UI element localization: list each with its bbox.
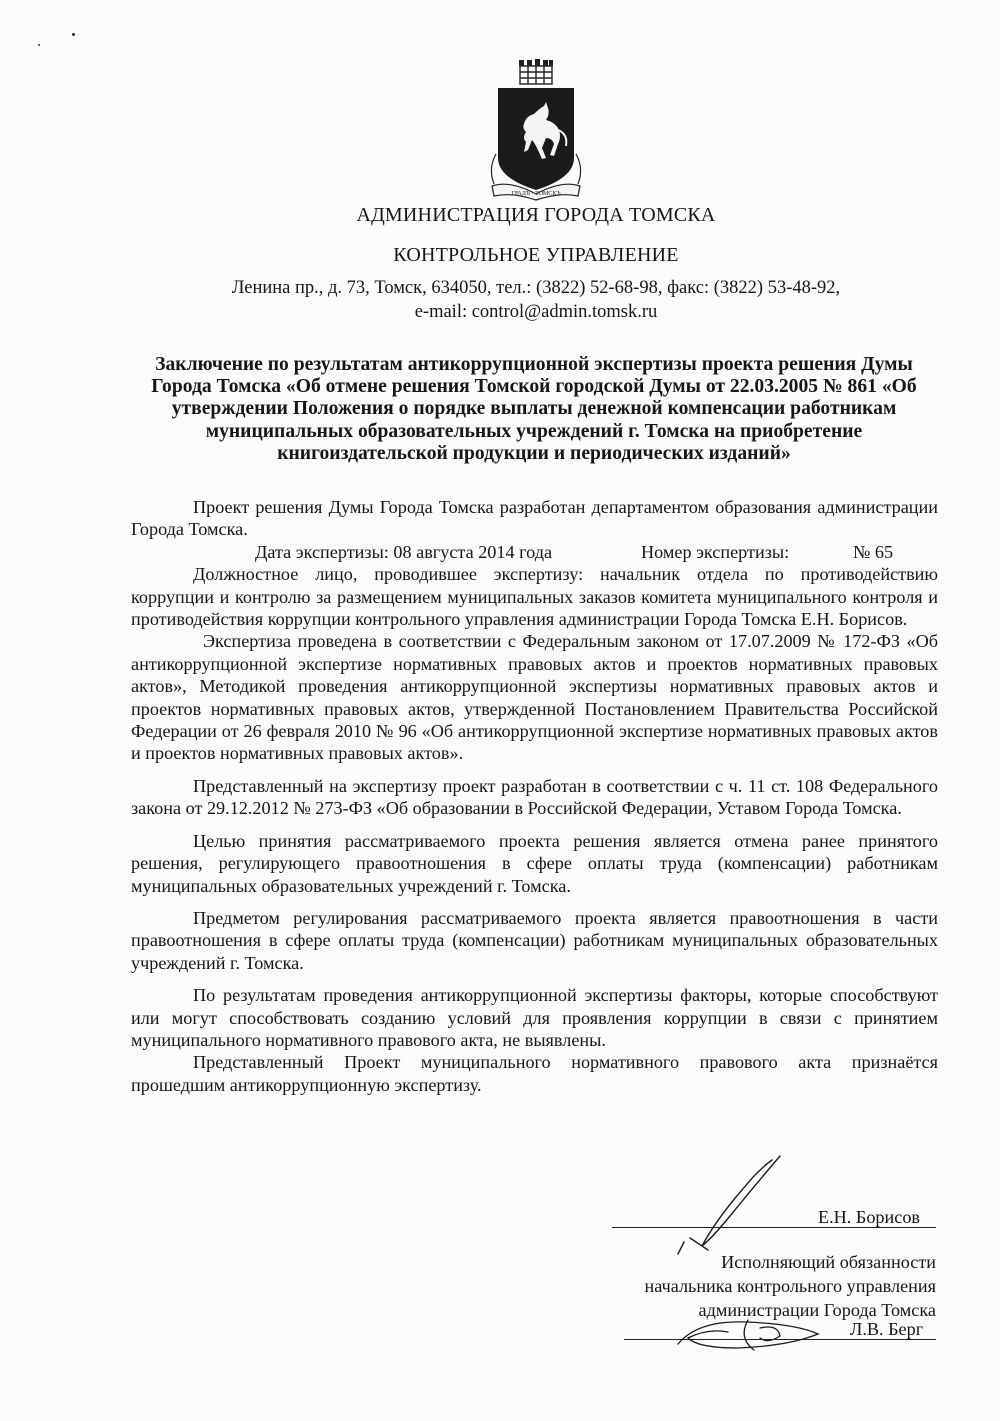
title-line: Города Томска «Об отмене решения Томской городской Думы от 22.03.2005 № 861 «Об	[151, 376, 917, 398]
title-line: книгоиздательской продукции и периодических изданий»	[277, 442, 791, 464]
expertise-meta-line	[131, 541, 938, 563]
title-line: утверждении Положения о порядке выплаты денежной компенсации работникам	[171, 398, 897, 420]
intro-paragraph: Проект решения Думы Города Томска разработан департаментом образования администрации Города Томска.	[131, 497, 938, 540]
expert-handwritten-signature	[660, 1150, 800, 1260]
conclusion-paragraph: Представленный Проект муниципального нормативного правового акта признаётся прошедшим антикоррупционную экспертизу.	[131, 1052, 938, 1095]
head-handwritten-signature	[668, 1308, 848, 1368]
expertise-number: № 65	[853, 541, 894, 562]
title-line: Заключение по результатам антикоррупционной экспертизы проекта решения Думы	[155, 354, 913, 375]
title-line: муниципальных образовательных учреждений г. Томска на приобретение	[205, 420, 863, 442]
organization-name: АДМИНИСТРАЦИЯ ГОРОДА ТОМСКА	[356, 204, 716, 226]
expertise-number-label: Номер экспертизы:	[641, 541, 790, 562]
emblem-motto: ГРАДЪ · ТОМСКЪ	[511, 191, 561, 197]
email-line: e-mail: control@admin.tomsk.ru	[414, 302, 658, 322]
official-paragraph: Должностное лицо, проводившее экспертизу: начальник отдела по противодействию коррупции и контролю за размещением муниципальных заказов комитета муниципального контроля и противодействия коррупции контрольного управления администрации Города Томска Е.Н. Борисов.	[131, 564, 938, 630]
document-title	[130, 354, 938, 465]
purpose-paragraph: Целью принятия рассматриваемого проекта решения является отмена ранее принятого решения, регулирующего правоотношения в сфере оплаты труда (компенсации) работникам муниципальных образовательных учреждений г. Томска.	[131, 830, 938, 896]
expertise-date: Дата экспертизы: 08 августа 2014 года	[255, 541, 553, 562]
expert-name: Е.Н. Борисов	[818, 1207, 921, 1227]
scan-speck	[38, 44, 40, 46]
position-line: администрации Города Томска	[698, 1300, 936, 1320]
position-line: начальника контрольного управления	[644, 1276, 936, 1296]
subject-paragraph: Предметом регулирования рассматриваемого проекта является правоотношения в части правоотношения в сфере оплаты труда (компенсации) работникам муниципальных образовательных учреждений г. Томска.	[131, 907, 938, 973]
legal-basis-paragraph: Экспертиза проведена в соответствии с Федеральным законом от 17.07.2009 № 172-ФЗ «Об антикоррупционной экспертизе нормативных правовых актов и проектов нормативных правовых актов», Методикой проведения антикоррупционной экспертизы нормативных правовых актов и проектов нормативных правовых актов, утвержденной Постановлением Правительства Российской Федерации от 26 февраля 2010 № 96 «Об антикоррупционной экспертизе нормативных правовых актов и проектов нормативных правовых актов».	[131, 631, 938, 764]
development-basis-paragraph: Представленный на экспертизу проект разработан в соответствии с ч. 11 ст. 108 Федерального закона от 29.12.2012 № 273-ФЗ «Об образовании в Российской Федерации, Уставом Города Томска.	[131, 775, 938, 819]
document-body	[131, 496, 938, 1096]
tomsk-coat-of-arms-icon	[484, 58, 588, 204]
position-line: Исполняющий обязанности	[721, 1252, 936, 1272]
results-paragraph: По результатам проведения антикоррупционной экспертизы факторы, которые способствуют или могут способствовать созданию условий для проявления коррупции в связи с принятием муниципального нормативного правового акта, не выявлены.	[131, 985, 938, 1050]
address-line: Ленина пр., д. 73, Томск, 634050, тел.: (3822) 52-68-98, факс: (3822) 53-48-92,	[231, 278, 841, 298]
department-name: КОНТРОЛЬНОЕ УПРАВЛЕНИЕ	[393, 244, 679, 266]
scan-speck	[72, 33, 75, 36]
head-name: Л.В. Берг	[850, 1319, 924, 1339]
